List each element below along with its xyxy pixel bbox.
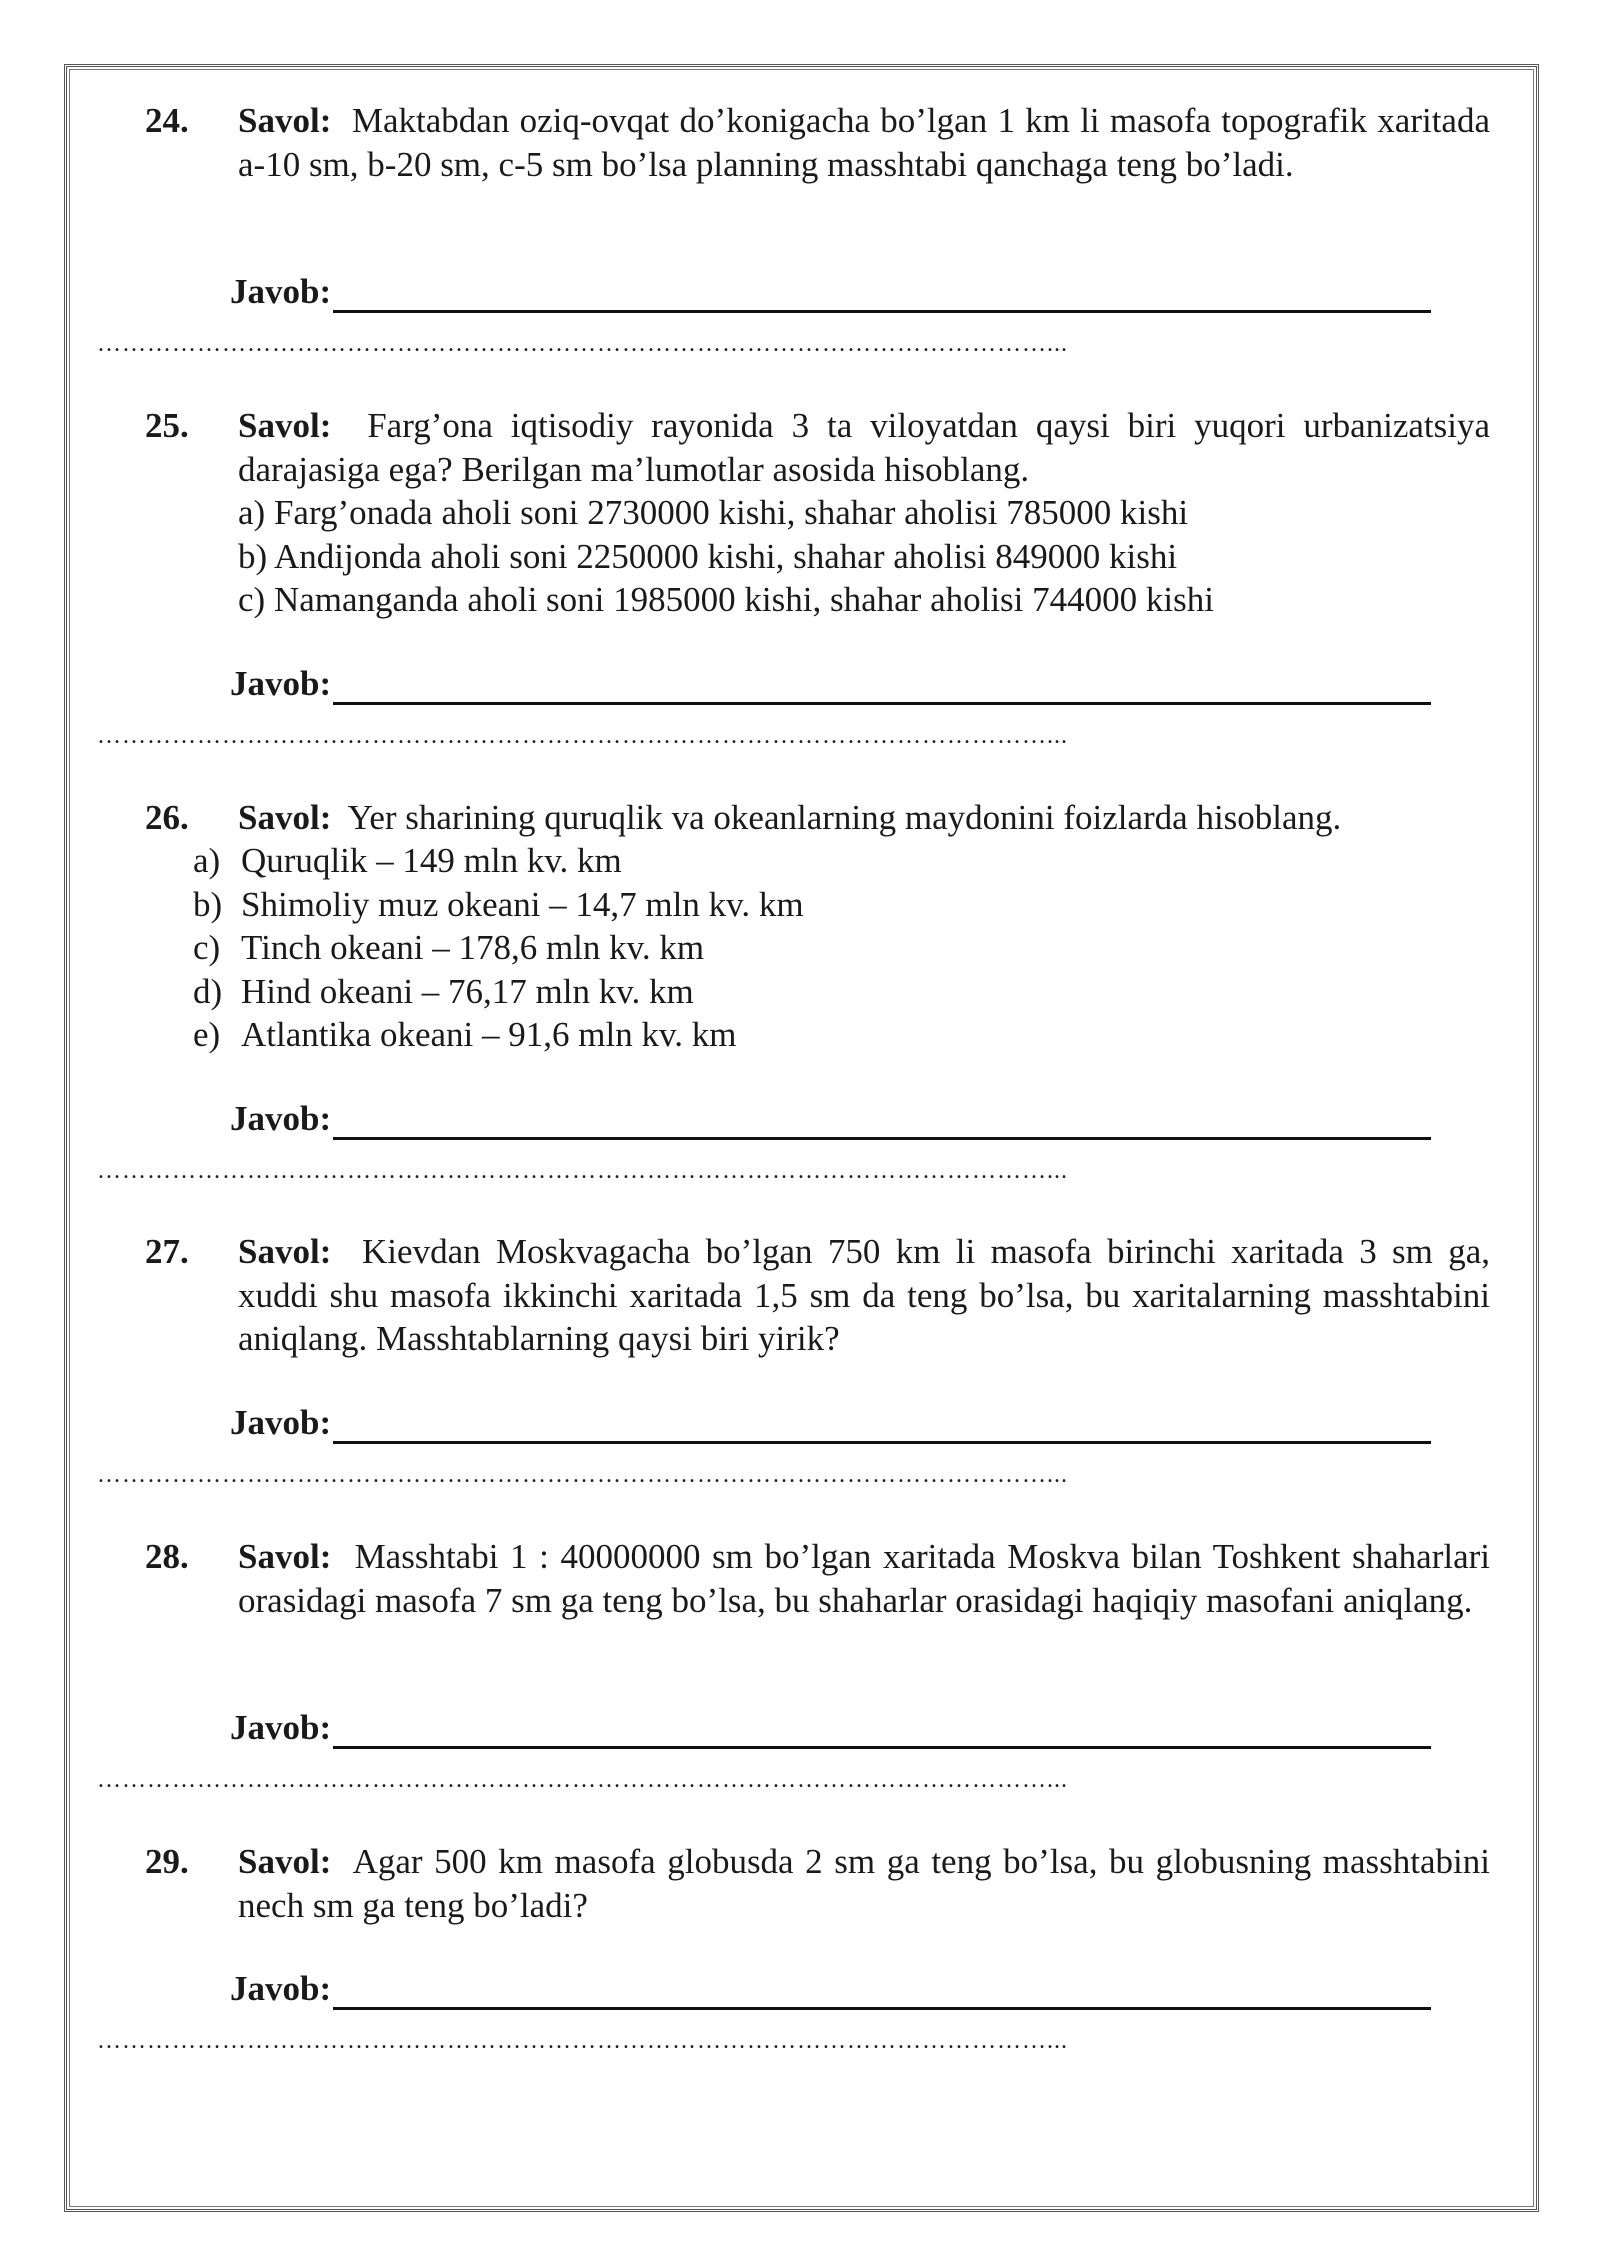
question-text: Maktabdan oziq-ovqat do’konigacha bo’lgan 1 km li masofa topografik xaritada a-10 sm, b-20 sm, c-5 sm bo’lsa planning masshtabi qanchaga teng bo’ladi. <box>238 101 1491 184</box>
question-number: 24. <box>145 101 189 140</box>
answer-field-29[interactable] <box>230 1967 1431 2010</box>
savol-label: Savol: <box>238 101 332 140</box>
question-number: 29. <box>145 1842 189 1881</box>
answer-line[interactable] <box>333 1109 1431 1140</box>
answer-field-28[interactable] <box>230 1706 1431 1749</box>
savol-label: Savol: <box>238 798 332 837</box>
answer-label: Javob: <box>230 1969 332 2008</box>
option-c: c) Namanganda aholi soni 1985000 kishi, shahar aholisi 744000 kishi <box>238 580 1214 619</box>
list-item <box>193 926 804 970</box>
list-text: Hind okeani – 76,17 mln kv. km <box>241 971 694 1011</box>
answer-label: Javob: <box>230 1099 332 1138</box>
question-text: Agar 500 km masofa globusda 2 sm ga teng bo’lsa, bu globusning masshtabini nech sm ga teng bo’ladi? <box>238 1842 1490 1925</box>
list-marker: a) <box>193 841 221 880</box>
question-text: Kievdan Moskvagacha bo’lgan 750 km li masofa birinchi xaritada 3 sm ga, xuddi shu masofa ikkinchi xaritada 1,5 sm da teng bo’lsa, bu xaritalarning masshtabini aniqlang. Masshtablarning qaysi biri yirik? <box>238 1232 1490 1358</box>
question-number: 27. <box>145 1232 189 1271</box>
question-text: Farg’ona iqtisodiy rayonida 3 ta viloyatdan qaysi biri yuqori urbanizatsiya darajasiga ega? Berilgan ma’lumotlar asosida hisoblang. <box>238 406 1490 489</box>
answer-label: Javob: <box>230 1708 332 1747</box>
answer-line[interactable] <box>333 674 1431 705</box>
answer-field-25[interactable] <box>230 662 1431 705</box>
question-number: 26. <box>145 798 189 837</box>
answer-label: Javob: <box>230 664 332 703</box>
separator-dots: ……………………………………………………………………………………………………... <box>97 2031 1068 2051</box>
list-text: Quruqlik – 149 mln kv. km <box>241 841 622 880</box>
list-item <box>193 883 804 927</box>
list-text: Shimoliy muz okeani – 14,7 mln kv. km <box>241 884 804 924</box>
answer-label: Javob: <box>230 1403 332 1442</box>
separator-dots: ……………………………………………………………………………………………………... <box>97 1770 1068 1790</box>
answer-field-24[interactable] <box>230 270 1431 313</box>
answer-field-27[interactable] <box>230 1401 1431 1444</box>
savol-label: Savol: <box>238 1232 332 1271</box>
list-marker: c) <box>193 928 221 967</box>
savol-label: Savol: <box>238 1842 332 1881</box>
answer-line[interactable] <box>333 1979 1431 2010</box>
list-marker: d) <box>193 971 223 1011</box>
answer-label: Javob: <box>230 272 332 311</box>
question-text-block <box>238 1840 1490 1927</box>
question-text-block <box>238 1535 1490 1622</box>
answer-line[interactable] <box>333 1718 1431 1749</box>
question-text-block <box>238 1230 1490 1361</box>
list-text: Atlantika okeani – 91,6 mln kv. km <box>241 1015 737 1054</box>
option-a: a) Farg’onada aholi soni 2730000 kishi, shahar aholisi 785000 kishi <box>238 493 1189 532</box>
option-b: b) Andijonda aholi soni 2250000 kishi, shahar aholisi 849000 kishi <box>238 536 1178 576</box>
savol-label: Savol: <box>238 406 332 445</box>
list-marker: b) <box>193 884 223 924</box>
question-text-block <box>238 99 1490 186</box>
answer-line[interactable] <box>333 1413 1431 1444</box>
question-text: Yer sharining quruqlik va okeanlarning maydonini foizlarda hisoblang. <box>347 798 1342 837</box>
answer-field-26[interactable] <box>230 1097 1431 1140</box>
question-text: Masshtabi 1 : 40000000 sm bo’lgan xaritada Moskva bilan Toshkent shaharlari orasidagi masofa 7 sm ga teng bo’lsa, bu shaharlar orasidagi haqiqiy masofani aniqlang. <box>238 1537 1491 1620</box>
area-list <box>193 839 804 1057</box>
separator-dots: ……………………………………………………………………………………………………... <box>97 726 1068 746</box>
separator-dots: ……………………………………………………………………………………………………... <box>97 1465 1068 1485</box>
answer-line[interactable] <box>333 282 1431 313</box>
savol-label: Savol: <box>238 1537 332 1576</box>
question-text-block <box>238 796 1490 840</box>
separator-dots: ……………………………………………………………………………………………………... <box>97 334 1068 354</box>
list-marker: e) <box>193 1015 221 1054</box>
question-number: 25. <box>145 406 189 445</box>
question-text-block <box>238 404 1490 622</box>
list-item <box>193 839 804 883</box>
list-item <box>193 1013 804 1057</box>
list-item <box>193 970 804 1014</box>
separator-dots: ……………………………………………………………………………………………………... <box>97 1161 1068 1181</box>
list-text: Tinch okeani – 178,6 mln kv. km <box>241 928 705 967</box>
question-number: 28. <box>145 1537 189 1576</box>
